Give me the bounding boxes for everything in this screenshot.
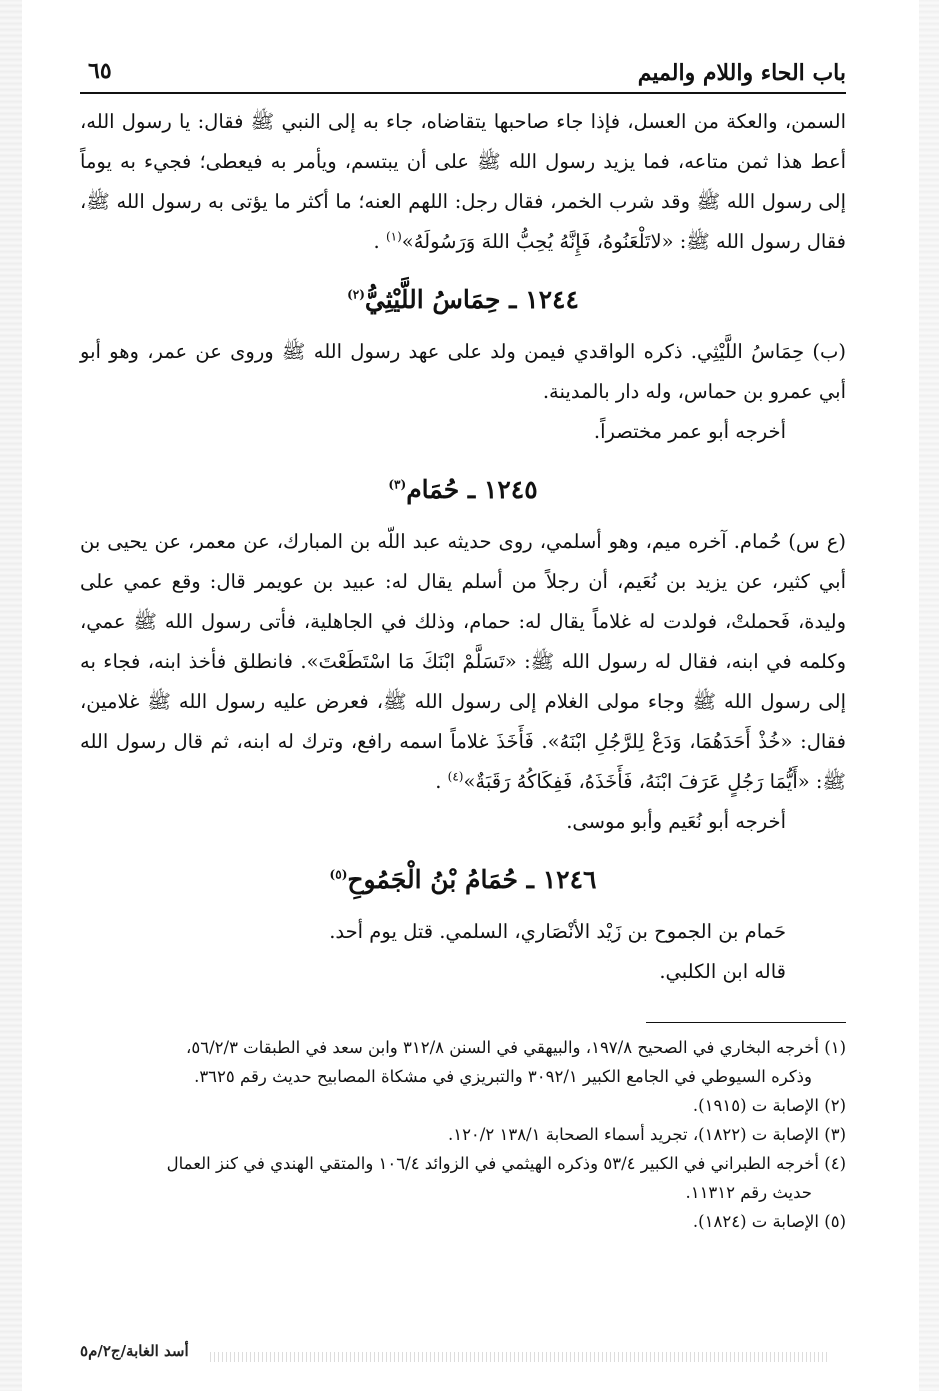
entry-1246-source: قاله ابن الكلبي. bbox=[659, 960, 786, 983]
footnote-1 bbox=[80, 1033, 846, 1062]
intro-end: . bbox=[373, 230, 380, 253]
entry-1244-paragraph: (ب) حِمَاسُ اللَّيْثِي. ذكره الواقدي فيمن ولد على عهد رسول الله ﷺ وروى عن عمر، وهو أبو أبي عمرو بن حماس، وله دار بالمدينة. bbox=[80, 340, 846, 403]
footnote-ref-3: (٣) bbox=[388, 477, 407, 492]
entry-1245-source: أخرجه أبو نُعَيم وأبو موسى. bbox=[566, 810, 786, 833]
footnote-2 bbox=[80, 1091, 846, 1120]
footnote-ref-4: (٤) bbox=[447, 769, 464, 784]
footnotes bbox=[80, 1033, 846, 1236]
entry-heading-1245 bbox=[80, 470, 846, 510]
entry-heading-text: ١٢٤٤ ـ حِمَاسُ اللَّيْثِيُّ bbox=[364, 285, 579, 314]
entry-1245-text: (ع س) حُمام. آخره ميم، وهو أسلمي، روى حديثه عبد اللّه بن المبارك، عن معمر، عن يحيى بن أبي كثير، عن يزيد بن نُعَيم، أن رجلاً من أسلم يقال له: عبيد بن عويمر قال: وقع عمي على وليدة، فَحملتْ، فولدت له غلاماً يقال له: حمام، وذلك في الجاهلية، فأتى رسول الله ﷺ عمي، وكلمه في ابنه، فقال له رسول الله ﷺ: «تَسَلَّمْ ابْنَكَ مَا اسْتَطَعْتَ». فانطلق فأخذ ابنه، فجاء به إلى رسول الله ﷺ وجاء مولى الغلام إلى رسول الله ﷺ، فعرض عليه رسول الله ﷺ غلامين، فقال: «خُذْ أَحَدَهُمَا، وَدَعْ لِلرَّجُلِ ابْنَهُ». فَأَخَذَ غلاماً اسمه رافع، وترك له ابنه، ثم قال رسول الله ﷺ: «أَيُّمَا رَجُلٍ عَرَفَ ابْنَهُ، فَأَخَذَهُ، فَفِكَاكُهُ رَقَبَةٌ» bbox=[80, 530, 846, 793]
footnote-3 bbox=[80, 1120, 846, 1149]
footnote-text: الإصابة ت (١٩١٥). bbox=[692, 1096, 819, 1115]
entry-1244-source: أخرجه أبو عمر مختصراً. bbox=[593, 420, 786, 443]
footnote-number: (٥) bbox=[824, 1212, 846, 1231]
entry-heading-text: ١٢٤٦ ـ حُمَامُ بْنُ الْجَمُوحِ bbox=[347, 865, 597, 894]
entry-1246-paragraph: حَمام بن الجموح بن زَيْد الأنْصَاري، السلمي. قتل يوم أحد. bbox=[329, 920, 786, 943]
footnote-text: أخرجه البخاري في الصحيح ١٩٧/٨، والبيهقي في السنن ٣١٢/٨ وابن سعد في الطبقات ٥٦/٢/٣، bbox=[186, 1038, 819, 1057]
page-number: ٦٥ bbox=[88, 58, 112, 84]
scan-edge-right bbox=[919, 0, 939, 1391]
running-head: باب الحاء واللام والميم bbox=[637, 60, 846, 86]
intro-text: السمن، والعكة من العسل، فإذا جاء صاحبها يتقاضاه، جاء به إلى النبي ﷺ فقال: يا رسول الله، أعط هذا ثمن متاعه، فما يزيد رسول الله ﷺ على أن يبتسم، ويأمر به فيعطى؛ فجيء به يوماً إلى رسول الله ﷺ وقد شرب الخمر، فقال رجل: اللهم العنه؛ ما أكثر ما يؤتى به رسول الله ﷺ، فقال رسول الله ﷺ: «لاتَلْعَنُوهُ، فَإِنَّهُ يُحِبُّ اللهَ وَرَسُولَهُ» bbox=[80, 110, 846, 253]
footnote-number: (٤) bbox=[824, 1154, 846, 1173]
entry-heading-text: ١٢٤٥ ـ حُمَام bbox=[406, 475, 538, 504]
footnote-4-continued: حديث رقم ١١٣١٢. bbox=[685, 1183, 812, 1202]
footnote-number: (١) bbox=[824, 1038, 846, 1057]
footnote-5 bbox=[80, 1207, 846, 1236]
footnote-divider bbox=[646, 1022, 846, 1023]
footnote-text: الإصابة ت (١٨٢٤). bbox=[692, 1212, 819, 1231]
footnote-ref-1: (١) bbox=[385, 229, 402, 244]
footnote-4 bbox=[80, 1149, 846, 1178]
footnote-number: (٣) bbox=[824, 1125, 846, 1144]
footnote-text: أخرجه الطبراني في الكبير ٥٣/٤ وذكره الهيثمي في الزوائد ١٠٦/٤ والمتقي الهندي في كنز العمال bbox=[166, 1154, 819, 1173]
scan-noise-strip bbox=[210, 1352, 830, 1362]
footnote-ref-2: (٢) bbox=[347, 287, 365, 302]
intro-paragraph bbox=[80, 102, 846, 262]
entry-1245-paragraph bbox=[80, 522, 846, 802]
entry-heading-1246 bbox=[80, 860, 846, 900]
footnote-text: الإصابة ت (١٨٢٢)، تجريد أسماء الصحابة ١٣٨/١ ١٢٠/٢. bbox=[447, 1125, 819, 1144]
signature-mark: أسد الغابة/ج٢/م٥ bbox=[80, 1342, 189, 1360]
entry-heading-1244 bbox=[80, 280, 846, 320]
footnote-1-continued: وذكره السيوطي في الجامع الكبير ٣٠٩٢/١ والتبريزي في مشكاة المصابيح حديث رقم ٣٦٢٥. bbox=[194, 1067, 812, 1086]
entry-1245-end: . bbox=[435, 770, 442, 793]
scan-edge-left bbox=[0, 0, 22, 1391]
footnote-ref-5: (٥) bbox=[329, 867, 348, 882]
page-header bbox=[80, 52, 846, 94]
footnote-number: (٢) bbox=[824, 1096, 846, 1115]
book-page bbox=[80, 52, 846, 1236]
